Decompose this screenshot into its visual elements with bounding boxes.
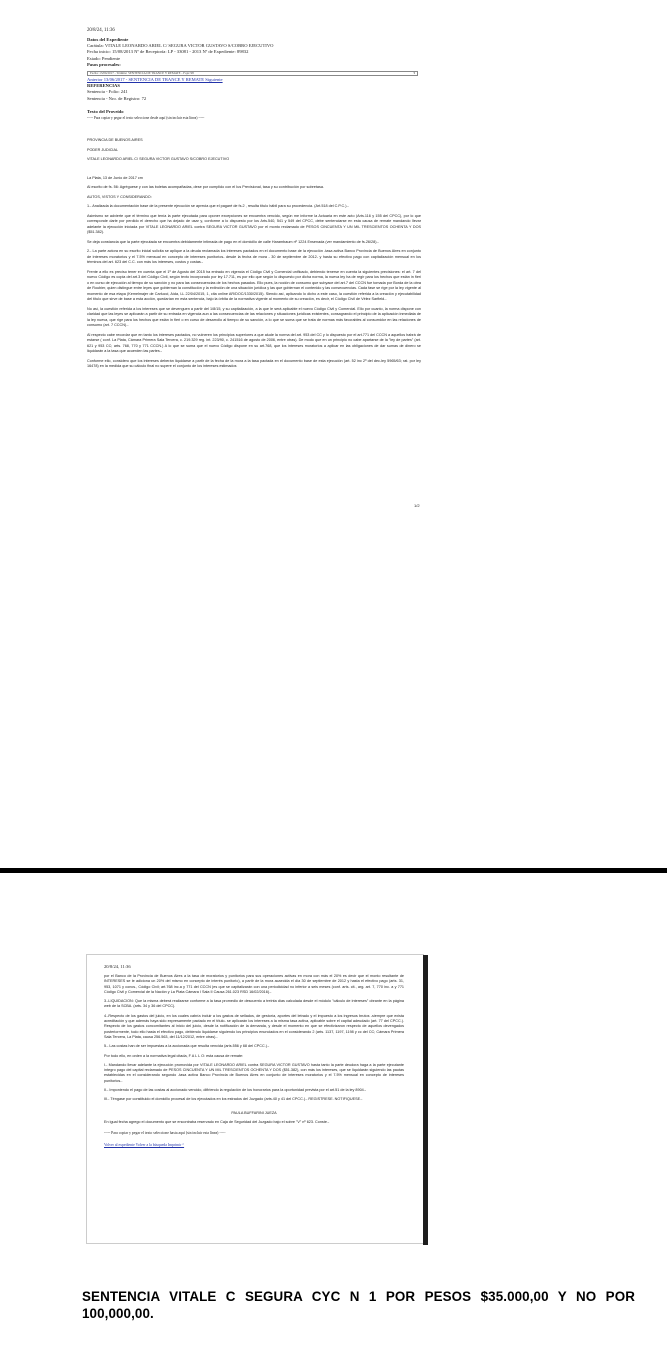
paragraph: AUTOS, VISTOS Y CONSIDERANDO:: [87, 194, 152, 199]
paragraph: II.- Imponiendo el pago de las costas al accionado vencido, difiriendo la regulación de los honorarios para la oportunidad prevista por el art.51 de la ley 8904.-: [104, 1088, 367, 1093]
chevron-down-icon: ▾: [413, 71, 415, 75]
paragraph: La Plata, 13 de Junio de 2017 cm: [87, 175, 143, 180]
paragraph: I.- Mandando llevar adelante la ejecución promovida por VITALE LEONARDO ARIEL contra SEGURA VICTOR GUSTAVO hasta tanto la parte deudora haga a la parte ejecutante íntegro pago del capital reclamado de PESOS CINCUENTA Y UN MIL TRESCIENTOS OCHENTA Y DOS ($51.382), con más los intereses, que se liquidarán siguiendo las pautas establecidas en el considerando segundo -tasa activa Banco Provincia de Buenos Aires en conjunto de intereses moratorios y el 7.5% mensual en concepto de intereses punitorios-.: [104, 1062, 404, 1083]
document-page-1: [0, 0, 667, 516]
step-navigation-links[interactable]: Anterior 13/06/2017 - SENTENCIA DE TRANCE Y REMATE Siguiente: [87, 77, 223, 82]
post-caption: SENTENCIA VITALE C SEGURA CYC N 1 POR PESOS $35.000,00 Y NO POR 100,000,00.: [82, 1289, 635, 1321]
references-heading: REFERENCIAS: [87, 83, 120, 89]
procedural-steps-select[interactable]: [87, 71, 418, 76]
paragraph: Por todo ello, en orden a la normativa legal citada, F A L L O: esta causa de remate:: [104, 1053, 244, 1058]
case-status: Estado: Pendiente: [87, 55, 121, 61]
paragraph: por el Banco de la Provincia de Buenos Aires a la tasa de moratorios y punitorios para sus operaciones activas en mora con más el 20% es decir que el monto resultante de INTERESES se le adiciona un 20% del mismo en concepto de interés punitorio), a partir de la mora acaecida el día 30 de septiembre de 2012 y hasta el efectivo pago (arts. 31, 953, 1071 y concs., Código Civil; art.768 inc.a y 771 del CCCN )es que se capitalizarán con una periodicidad no inferior a seis meses (conf. arts. cit., arg. art. 7, 770 inc. a y 771 Código Civil y Comercial de la Nación y La Plata Cámara I Sala II Causa 261.023 RSD 16/02/2016).-: [104, 974, 404, 994]
paragraph: 1.- Analizada la documentación base de la presente ejecución se aprecia que el pagaré de fs.2 , resulta título hábil para su procedencia. (Art.518 del C.P.C.).-: [87, 204, 349, 208]
paragraph: Se deja constancia que la parte ejecutada se encuentra debidamente intimada de pago en el domicilio de calle Harambaum nº 1224 Ensenada (ver mandamiento de fs.26/28).-: [87, 239, 379, 244]
reserve-note: En igual fecha agrego el documento que se encontraba reservado en Caja de Seguridad del Juzgado bajo el sobre "V" nº 623. Conste.-: [104, 1119, 330, 1124]
document-page-2: [86, 954, 424, 1244]
case-dates: Fecha inicio: 15/08/2013 Nº de Receptoría: LP - 33081 - 2013 Nº de Expediente: 89832: [87, 49, 249, 55]
paragraph: 5.- Las costas han de ser impuestas a la accionada que resulta vencida (arts.556 y 68 del CPCC.).-: [104, 1044, 270, 1049]
paragraph: Al escrito de fs. 56: Agréguese y con las boletas acompañadas, dese por cumplido con el Ius Previsional, tasa y su contribución por sobretasa.: [87, 185, 325, 189]
steps-label: Pasos procesales:: [87, 61, 121, 67]
paragraph: Conforme ello, considero que los intereses deberán liquidarse a partir de la fecha de la mora a la tasa pactada en el documento base de esta ejecución (art. 52 inc 2º del dec-ley 5965/63; rat. por ley 16478) en la medida que su cálculo final no supere el conjunto de los intereses estimados: [87, 358, 421, 368]
heading-province: PROVINCIA DE BUENOS AIRES: [87, 138, 143, 142]
paragraph: No así, la cuestión referida a los intereses que se devenguen a partir del 1/8/15, y su capitalización, a la que le será aplicable el nuevo Código Civil y Comercial. Ello por cuanto, la norma dispone con claridad que las leyes se aplicarán a partir de su entrada en vigencia aun a las consecuencias de las relaciones y situaciones jurídicas existentes, consagrando el principio de la aplicación inmediata de la ley nueva, que rige para los hechos que están in fieri o en curso de desarrollo al tiempo de su sanción, a lo que se suma que se trata de normas más favorables al consumidor en las relaciones de consumo (art. 7 CCCN).-: [87, 306, 421, 327]
paragraph: Al respecto cabe recordar que en tanto los intereses pactados, no vulneren los principios superiores a que alude la norma del art. 953 del CC y lo dispuesto por el art.771 del CCCN a aquellos habrá de estarse ( conf. La Plata, Cámara Primera Sala Tercera, c. 219.329 reg. int. 223/90, c. 241516 de agosto de 2006, entre otras). De modo que en un principio no cabe apartarse de la "ley de partes" (art. 621 y 953 CC; arts. 768, 770 y 771 CCCN.) A lo que se suma que el nuevo Código dispone en su art.768, que los intereses moratorios a aplicar en las obligaciones de dar sumas de dinero se liquidarán a la tasa que acuerden las partes.-: [87, 332, 421, 353]
case-caption: Carátula: VITALE LEONARDO ARIEL C/ SEGURA VICTOR GUSTAVO S/COBRO EJECUTIVO: [87, 43, 274, 49]
procedural-steps-value: Fecha: 13/06/2017 - Trámite: SENTENCIA DE TRANCE Y REMATE - Foja: 98: [90, 71, 194, 75]
document-body: [104, 974, 404, 1152]
page-number: 1/2: [414, 503, 420, 508]
case-metadata: [87, 37, 427, 68]
print-timestamp: 20/8/24, 11:36: [104, 964, 131, 969]
print-timestamp: 20/8/24, 11:36: [87, 28, 115, 33]
heading-judicial: PODER JUDICIAL: [87, 147, 119, 152]
paragraph: 4.-Respecto de los gastos del juicio, en los cuales cabría incluir a los gastos de sellados, de gestoría, aportes del letrado y el impuesto a los ingresos brutos -siempre que exista acreditación y que además haya sido expresamente pactado en el título- se aplicarán los intereses a la misma tasa activa, aplicable sobre el capital adeudado (art. 77 del CPCC.). Respecto de los gastos concomitantes al inicio del juicio, desde la notificación de la demanda, y desde el momento en que se efectivizaron respecto de aquellos devengados posteriormente, todo ello hasta el efectivo pago, debiendo liquidarse siguiendo los principios enunciados en el considerando 2 (arts. 1137, 1197, 1198 y cc del CC; Cámara Primera Sala Tercera, La Plata, causa 256.563, del 11/12/2012, entre otras).-: [104, 1013, 404, 1039]
footer-links[interactable]: Volver al expediente Volver a la búsqueda Imprimir ^: [104, 1142, 185, 1147]
sentence-register: Sentencia - Nro. de Registro: 72: [87, 95, 147, 101]
copy-hint: ----- Para copiar y pegar el texto seleccione desde aquí (sin incluir esta línea) -----: [87, 116, 205, 121]
document-body: [87, 138, 421, 374]
paragraph: III.- Téngase por constituido el domicilio procesal de los ejecutados en los estrados del Juzgado (arts.40 y 41 del CPCC.).- REGISTRESE. NOTIFIQUESE.-: [104, 1097, 363, 1102]
sentence-folio: Sentencia - Folio: 241: [87, 89, 128, 95]
case-data-title: Datos del Expediente: [87, 37, 129, 42]
scrollbar[interactable]: [423, 955, 428, 1245]
case-references: [87, 77, 427, 121]
paragraph: Asimismo se advierte que el término que tenía la parte ejecutada para oponer excepciones se encuentra vencido, según me informe la Actuaria en este acto (Arts.116 y 155 del CPCC), por lo que corresponde darle por perdido el derecho que ha dejado de usar y, conforme a lo dispuesto por los Arts.540, 541 y 549 del CPCC, debe sentenciarse en esta causa de remate mandando llevar adelante la ejecución iniciada por VITALE LEONARDO ARIEL contra SEGURA VICTOR GUSTAVO por el monto reclamado de PESOS CINCUENTA Y UN MIL TRESCIENTOS OCHENTA Y DOS ($51.382).: [87, 213, 421, 234]
text-label: Texto del Proveído: [87, 108, 124, 114]
paragraph: 2.- La parte actora en su escrito inicial solicita se aplique a la deuda reclamada los intereses pactados en el documento base de la ejecución -tasa activa Banco Provincia de Buenos Aires en conjunto de intereses moratorios y el 7.5% mensual en concepto de intereses punitorios- desde la fecha de mora - 30 de septiembre de 2012- y hasta su efectivo pago con capitalización mensual en los términos del art. 623 del C.C. con más los intereses, costos y costas.-: [87, 249, 421, 264]
heading-case: VITALE LEONARDO ARIEL C/ SEGURA VICTOR GUSTAVO S/COBRO EJECUTIVO: [87, 157, 230, 161]
paragraph: Frente a ello es preciso tener en cuenta que el 1º de Agosto del 2015 ha entrado en vigencia el Código Civil y Comercial unificado, debiendo tenerse en cuenta la siguientes precisiones: el art. 7 del nuevo Código es copia del art.3 del Código Civil, según texto incorporado por ley 17.711, es por ello que según lo dispuesto por dicha norma, la nueva ley ha de regir para los hechos que están in fieri o en curso de ejecución al tiempo de su sanción y no para las consecuencias de los hechos pasados. Ello pues, la noción de consumo que subyace del art.7 del CCCN fue tomada por Borda de la obra de Roubier, quien distingue entre leyes que gobiernan la constitución y la extinción de una situación jurídica y las que gobiernan el contenido y las consecuencias. Cada fase se rige por la ley vigente al momento de esa etapa (Kemelmajer de Carlucci, Aída, LL 22/04/2015, 1, cita online AR/DOC/1330/2015). Siendo así, aplicando lo dicho a este caso, la cuestión referida a la creación y ejecutabilidad del título que sirve de base a esta acción, quedarían en esta sentencia, bajo la órbita de la normativa vigente al momento de su creación, es decir, el Código Civil de Vélez Sarfield.-: [87, 269, 421, 301]
page-divider: [0, 868, 667, 873]
copy-hint: ----- Para copiar y pegar el texto seleccione hasta aquí (sin incluir esta línea) -----: [104, 1131, 226, 1136]
paragraph: 3.-LIQUIDACION: Que la misma deberá realizarse conforme a la tasa promedio de descuento a treinta días calculada desde el módulo "cálculo de intereses" obrante en la página web de la SCBA. (arts. 34 y 36 del CPCC).: [104, 999, 404, 1009]
judge-signature: PAULA BUFFARINI JUEZA: [231, 1110, 277, 1115]
